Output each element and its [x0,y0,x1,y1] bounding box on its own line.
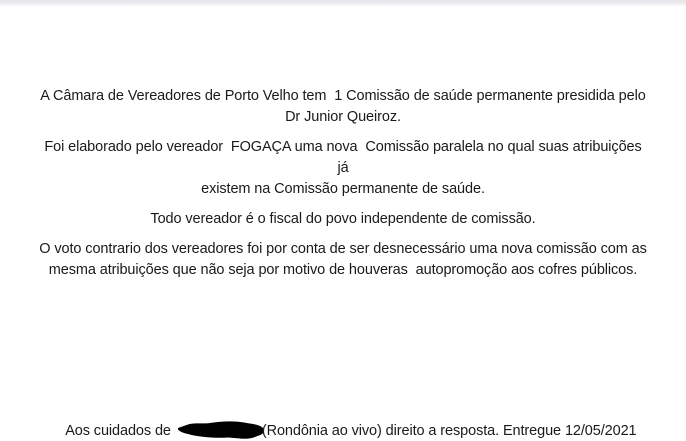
paragraph [38,239,648,281]
redaction-mark [176,417,268,440]
page-top-edge [0,0,686,6]
footer-suffix: (Rondônia ao vivo) direito a resposta. Entregue 12/05/2021 [261,423,637,439]
document-body [38,86,648,290]
paragraph-line: A Câmara de Vereadores de Porto Velho tem 1 Comissão de saúde permanente presidida pelo [40,88,646,104]
paragraph-line: existem na Comissão permanente de saúde. [201,181,485,197]
paragraph [38,137,648,200]
paragraph-line: Foi elaborado pelo vereador FOGAÇA uma nova Comissão paralela no qual suas atribuições já [44,139,646,176]
paragraph-line: mesma atribuições que não seja por motivo de houveras autopromoção aos cofres públicos. [48,262,638,278]
paragraph [38,86,648,128]
paragraph-line: Dr Junior Queiroz. [285,109,401,125]
footer-line [38,396,648,441]
footer-prefix: Aos cuidados de [65,423,175,439]
paragraph-line: Todo vereador é o fiscal do povo independente de comissão. [150,211,536,227]
paragraph [38,209,648,230]
paragraph-line: O voto contrario dos vereadores foi por conta de ser desnecessário uma nova comissão com as [39,241,647,257]
